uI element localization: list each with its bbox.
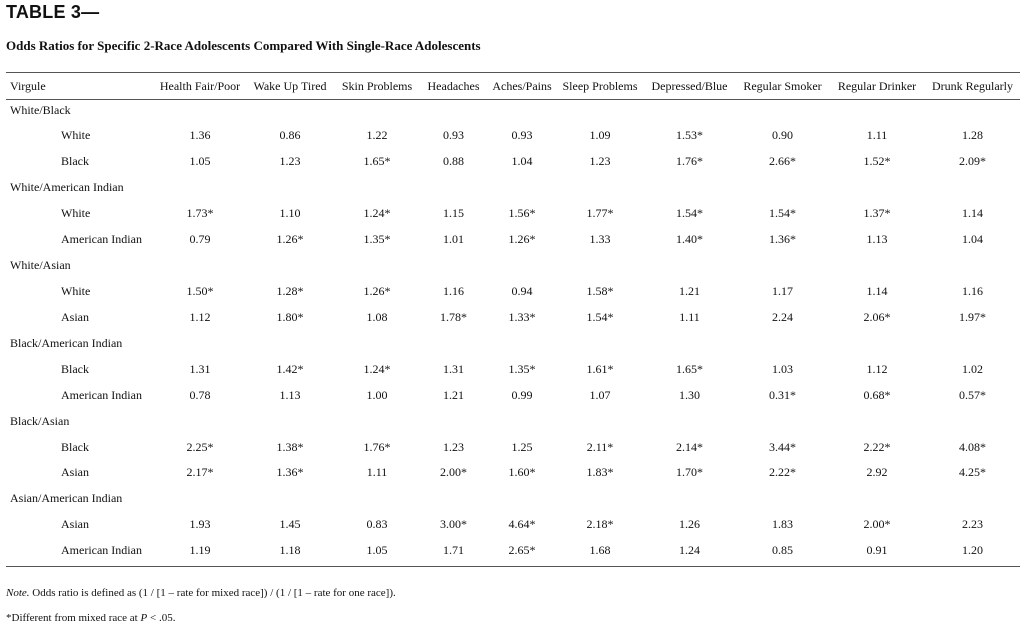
value-cell: 1.54* [676,206,703,221]
value-cell: 1.23 [589,154,611,169]
value-cell: 2.65* [508,543,536,558]
column-header: Regular Drinker [837,78,917,93]
value-cell: 1.12 [866,361,888,376]
top-rule [6,72,1020,73]
value-cell: 0.88 [443,154,464,169]
value-cell: 1.16 [443,284,464,298]
value-cell: 1.05 [366,543,388,558]
value-cell: 1.97* [959,309,986,324]
column-header: Aches/Pains [492,78,552,93]
column-header: Depressed/Blue [651,78,728,93]
table-note [6,587,396,599]
value-cell: 1.22 [366,128,388,143]
value-cell: 1.24* [363,206,391,221]
value-cell: 1.54* [769,206,796,221]
value-cell: 1.42* [276,361,304,376]
value-cell: 3.44* [769,439,796,454]
value-cell: 1.13 [279,387,301,402]
value-cell: 1.50* [186,284,214,298]
significance-footnote [6,612,175,624]
row-label: Asian [61,465,89,480]
table-row [6,434,1020,460]
value-cell: 1.54* [586,309,614,324]
value-cell: 0.93 [443,128,464,143]
table-row [6,304,1020,330]
value-cell: 2.92 [866,465,888,480]
value-cell: 0.79 [189,232,211,247]
value-cell: 2.14* [676,439,703,454]
table-label: TABLE 3— [6,2,100,22]
value-cell: 1.24 [679,543,700,558]
value-cell: 1.61* [586,361,614,376]
value-cell: 1.05 [189,154,211,169]
value-cell: 4.64* [508,517,536,532]
value-cell: 1.36* [276,465,304,480]
value-cell: 2.66* [769,154,796,169]
value-cell: 2.00* [440,465,467,480]
value-cell: 1.38* [276,439,304,454]
value-cell: 1.33 [589,232,611,247]
value-cell: 1.14 [866,284,888,298]
value-cell: 1.17 [772,284,793,298]
value-cell: 1.13 [866,232,888,247]
value-cell: 1.23 [279,154,301,169]
value-cell: 1.21 [443,387,464,402]
note-prefix: Note. [6,587,30,599]
value-cell: 1.21 [679,284,700,298]
group-row [6,253,1020,279]
table-row [6,123,1020,149]
value-cell: 1.08 [366,309,388,324]
value-cell: 1.20 [962,543,983,558]
value-cell: 1.11 [366,465,388,480]
value-cell: 1.70* [676,465,703,480]
value-cell: 1.71 [443,543,464,558]
row-label: White [61,128,91,143]
table-row [6,356,1020,382]
value-cell: 1.04 [962,232,983,247]
row-label: American Indian [61,543,142,558]
value-cell: 4.08* [959,439,986,454]
value-cell: 1.28 [962,128,983,143]
row-label: White [61,206,91,221]
value-cell: 1.35* [508,361,536,376]
value-cell: 1.52* [863,154,891,169]
value-cell: 3.00* [440,517,467,532]
value-cell: 1.83 [772,517,793,532]
footnote-text: *Different from mixed race at [6,612,141,624]
value-cell: 1.65* [676,361,703,376]
table-row [6,149,1020,175]
value-cell: 1.25 [511,439,533,454]
value-cell: 2.23 [962,517,983,532]
value-cell: 1.73* [186,206,214,221]
value-cell: 1.01 [443,232,464,247]
group-row [6,408,1020,434]
note-text: Odds ratio is defined as (1 / [1 – rate for mixed race]) / (1 / [1 – rate for one race]). [29,587,396,599]
value-cell: 1.53* [676,128,703,143]
table-body [6,97,1020,564]
value-cell: 1.36* [769,232,796,247]
bottom-rule [6,566,1020,567]
value-cell: 0.86 [279,128,301,143]
value-cell: 1.16 [962,284,983,298]
row-label: Asian [61,517,89,532]
value-cell: 1.58* [586,284,614,298]
value-cell: 1.28* [276,284,304,298]
value-cell: 2.25* [186,439,214,454]
column-header: Sleep Problems [562,78,638,93]
value-cell: 1.36 [189,128,211,143]
value-cell: 1.15 [443,206,464,221]
value-cell: 1.65* [363,154,391,169]
value-cell: 1.11 [866,128,888,143]
value-cell: 1.56* [508,206,536,221]
value-cell: 1.76* [363,439,391,454]
value-cell: 0.78 [189,387,211,402]
value-cell: 1.07 [589,387,611,402]
value-cell: 1.31 [189,361,211,376]
value-cell: 2.09* [959,154,986,169]
row-label: Black [61,154,89,169]
header-row [6,75,1020,97]
value-cell: 1.33* [508,309,536,324]
column-header: Regular Smoker [743,78,822,93]
value-cell: 1.45 [279,517,301,532]
group-row [6,175,1020,201]
value-cell: 1.60* [508,465,536,480]
value-cell: 1.24* [363,361,391,376]
value-cell: 0.68* [863,387,891,402]
value-cell: 1.09 [589,128,611,143]
value-cell: 0.85 [772,543,793,558]
value-cell: 1.26* [276,232,304,247]
footnote-tail: < .05. [147,612,176,624]
value-cell: 1.83* [586,465,614,480]
value-cell: 1.40* [676,232,703,247]
column-header: Drunk Regularly [932,78,1013,93]
value-cell: 1.93 [189,517,211,532]
value-cell: 1.12 [189,309,211,324]
value-cell: 2.22* [769,465,796,480]
column-header: Virgule [10,78,46,93]
table-row [6,382,1020,408]
group-label: Black/Asian [10,413,70,428]
value-cell: 0.83 [366,517,388,532]
value-cell: 0.90 [772,128,793,143]
value-cell: 0.93 [511,128,533,143]
value-cell: 2.11* [586,439,614,454]
column-header: Health Fair/Poor [159,78,241,93]
group-row [6,97,1020,123]
value-cell: 0.91 [866,543,888,558]
group-label: White/American Indian [10,180,124,195]
value-cell: 1.37* [863,206,891,221]
row-label: Asian [61,309,89,324]
value-cell: 1.68 [589,543,611,558]
table-row [6,227,1020,253]
value-cell: 2.17* [186,465,214,480]
value-cell: 1.77* [586,206,614,221]
table-caption: Odds Ratios for Specific 2-Race Adolescents Compared With Single-Race Adolescents [6,38,481,53]
value-cell: 1.76* [676,154,703,169]
value-cell: 2.18* [586,517,614,532]
value-cell: 0.57* [959,387,986,402]
value-cell: 1.26 [679,517,700,532]
table-row [6,279,1020,305]
value-cell: 1.31 [443,361,464,376]
table-row [6,512,1020,538]
table-row [6,538,1020,564]
value-cell: 1.14 [962,206,983,221]
value-cell: 1.04 [511,154,533,169]
group-row [6,486,1020,512]
value-cell: 1.30 [679,387,700,402]
value-cell: 1.26* [508,232,536,247]
table-row [6,201,1020,227]
row-label: American Indian [61,232,142,247]
value-cell: 1.11 [679,309,700,324]
value-cell: 1.00 [366,387,388,402]
column-header: Wake Up Tired [253,78,327,93]
value-cell: 1.18 [279,543,301,558]
row-label: Black [61,439,89,454]
value-cell: 1.19 [189,543,211,558]
row-label: American Indian [61,387,142,402]
value-cell: 0.99 [511,387,533,402]
value-cell: 1.35* [363,232,391,247]
odds-ratio-table [6,75,1020,564]
value-cell: 0.94 [511,284,533,298]
row-label: White [61,284,91,298]
row-label: Black [61,361,89,376]
value-cell: 1.03 [772,361,793,376]
value-cell: 1.10 [279,206,301,221]
value-cell: 2.00* [863,517,891,532]
group-label: Asian/American Indian [10,491,123,506]
footnote-p: P [140,612,148,624]
group-label: Black/American Indian [10,335,123,350]
value-cell: 4.25* [959,465,986,480]
value-cell: 0.31* [769,387,796,402]
group-row [6,330,1020,356]
value-cell: 1.78* [440,309,467,324]
column-header: Skin Problems [341,78,413,93]
value-cell: 1.26* [363,284,391,298]
value-cell: 1.80* [276,309,304,324]
value-cell: 1.02 [962,361,983,376]
group-label: White/Black [10,102,71,117]
column-header: Headaches [427,78,480,93]
value-cell: 2.22* [863,439,891,454]
group-label: White/Asian [10,258,71,273]
value-cell: 1.23 [443,439,464,454]
value-cell: 2.24 [772,309,793,324]
value-cell: 2.06* [863,309,891,324]
table-row [6,460,1020,486]
